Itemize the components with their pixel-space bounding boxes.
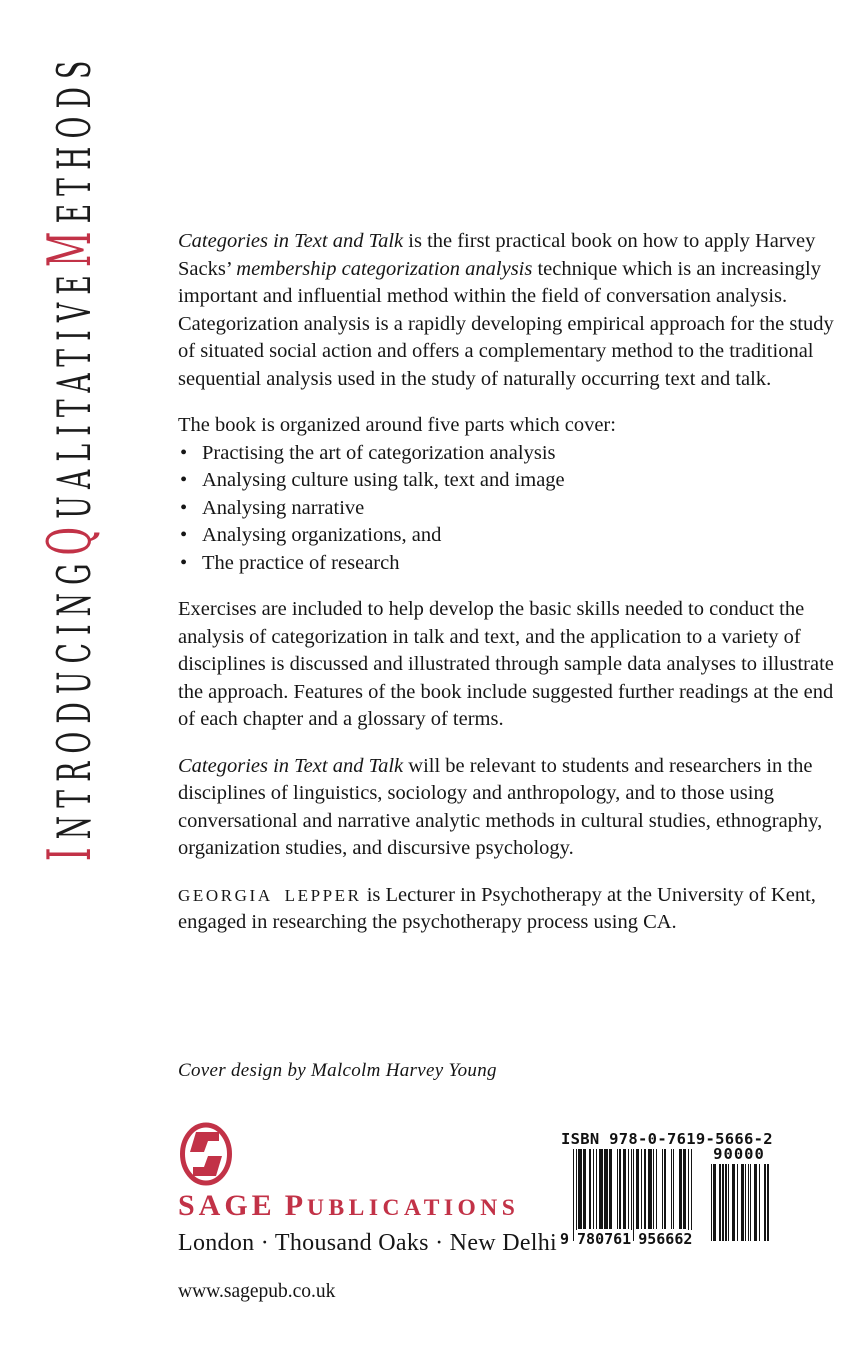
barcode-digit-group: 780761 — [577, 1230, 632, 1248]
blurb-paragraph-exercises: Exercises are included to help develop the basic skills needed to conduct the analysis of categorization in talk and text, and the application to a variety of disciplines is discussed and illustrated through sample data analyses to illustrate the approach. Features of the book include suggested further readings at the end of each chapter and a glossary of terms. — [178, 598, 834, 730]
spine-initial: Q — [35, 518, 105, 556]
cover-design-credit: Cover design by Malcolm Harvey Young — [178, 1060, 497, 1081]
spine-word-methods — [35, 53, 105, 268]
part-list-item-label: Practising the art of categorization analysis — [202, 441, 556, 464]
part-list-item — [178, 440, 850, 468]
bullet-icon: • — [180, 551, 188, 574]
blurb-text: is the first practical book on how to apply Harvey Sacks’ — [178, 230, 816, 280]
sage-logo-icon — [179, 1122, 233, 1186]
part-list-item — [178, 495, 850, 523]
part-list-item — [178, 522, 850, 550]
spine-word-qualitative — [35, 267, 105, 555]
part-list-item-label: Analysing narrative — [202, 496, 365, 519]
blurb-paragraph-audience — [178, 753, 850, 863]
book-title: Categories in Text and Talk — [178, 754, 404, 777]
author-bio-text: is Lecturer in Psychotherapy at the University of Kent, engaged in researching the psychotherapy process using CA. — [178, 883, 816, 933]
publisher-name-p: P — [284, 1189, 308, 1222]
author-bio — [178, 882, 850, 937]
spine-word-rest: UALITATIVE — [47, 267, 101, 519]
isbn-barcode — [556, 1130, 786, 1262]
blurb-text: technique which is an increasingly important and influential method within the field of conversation analysis. Categorization analysis is a rapidly developing empirical approach for the study of situated social action and offers a complementary method to the traditional sequential analysis used in the study of naturally occurring text and talk. — [178, 257, 834, 390]
bullet-icon: • — [180, 524, 188, 546]
spine-word-rest: NTRODUCING — [47, 555, 101, 840]
part-list-item-label: Analysing culture using talk, text and image — [202, 469, 565, 491]
publisher-name — [178, 1191, 557, 1226]
bullet-icon: • — [180, 469, 188, 491]
spine-series-title — [35, 52, 105, 864]
barcode-main — [560, 1149, 693, 1248]
parts-list — [178, 440, 850, 578]
blurb-paragraph-intro — [178, 228, 850, 393]
technique-name: membership categorization analysis — [236, 257, 533, 280]
publisher-block — [178, 1122, 557, 1257]
spine-initial: M — [35, 223, 105, 268]
spine-text — [35, 52, 105, 862]
publisher-cities: London · Thousand Oaks · New Delhi — [178, 1230, 558, 1256]
barcode-bars — [573, 1149, 692, 1241]
bullet-icon: • — [180, 441, 188, 464]
author-name: GEORGIA LEPPER — [178, 885, 362, 905]
book-title: Categories in Text and Talk — [178, 230, 404, 252]
barcode-addon — [708, 1147, 770, 1245]
barcode-digit-lead: 9 — [560, 1230, 570, 1248]
barcode-digit-group: 956662 — [638, 1230, 693, 1248]
part-list-item-label: Analysing organizations, and — [202, 524, 442, 546]
publisher-name-ublications: UBLICATIONS — [307, 1195, 520, 1221]
bullet-icon: • — [180, 496, 188, 519]
barcode-addon-number: 90000 — [713, 1145, 765, 1163]
blurb-text: will be relevant to students and researchers in the disciplines of linguistics, sociology and anthropology, and to those using conversational and narrative analytic methods in cultural studies, ethnography, organization studies, and discursive psychology. — [178, 754, 823, 859]
barcode-digits — [560, 1230, 710, 1248]
parts-lead: The book is organized around five parts which cover: — [178, 414, 616, 436]
part-list-item — [178, 550, 850, 578]
isbn-number: ISBN 978-0-7619-5666-2 — [561, 1130, 773, 1148]
spine-initial: I — [35, 839, 105, 862]
publisher-url: www.sagepub.co.uk — [178, 1281, 336, 1302]
barcode-addon-bars — [709, 1164, 768, 1241]
back-cover-blurb — [178, 228, 850, 956]
spine-word-introducing — [35, 555, 105, 861]
publisher-name-sage: SAGE — [178, 1189, 276, 1222]
spine-word-rest: ETHODS — [47, 52, 101, 224]
part-list-item-label: The practice of research — [202, 551, 400, 574]
part-list-item — [178, 467, 850, 495]
